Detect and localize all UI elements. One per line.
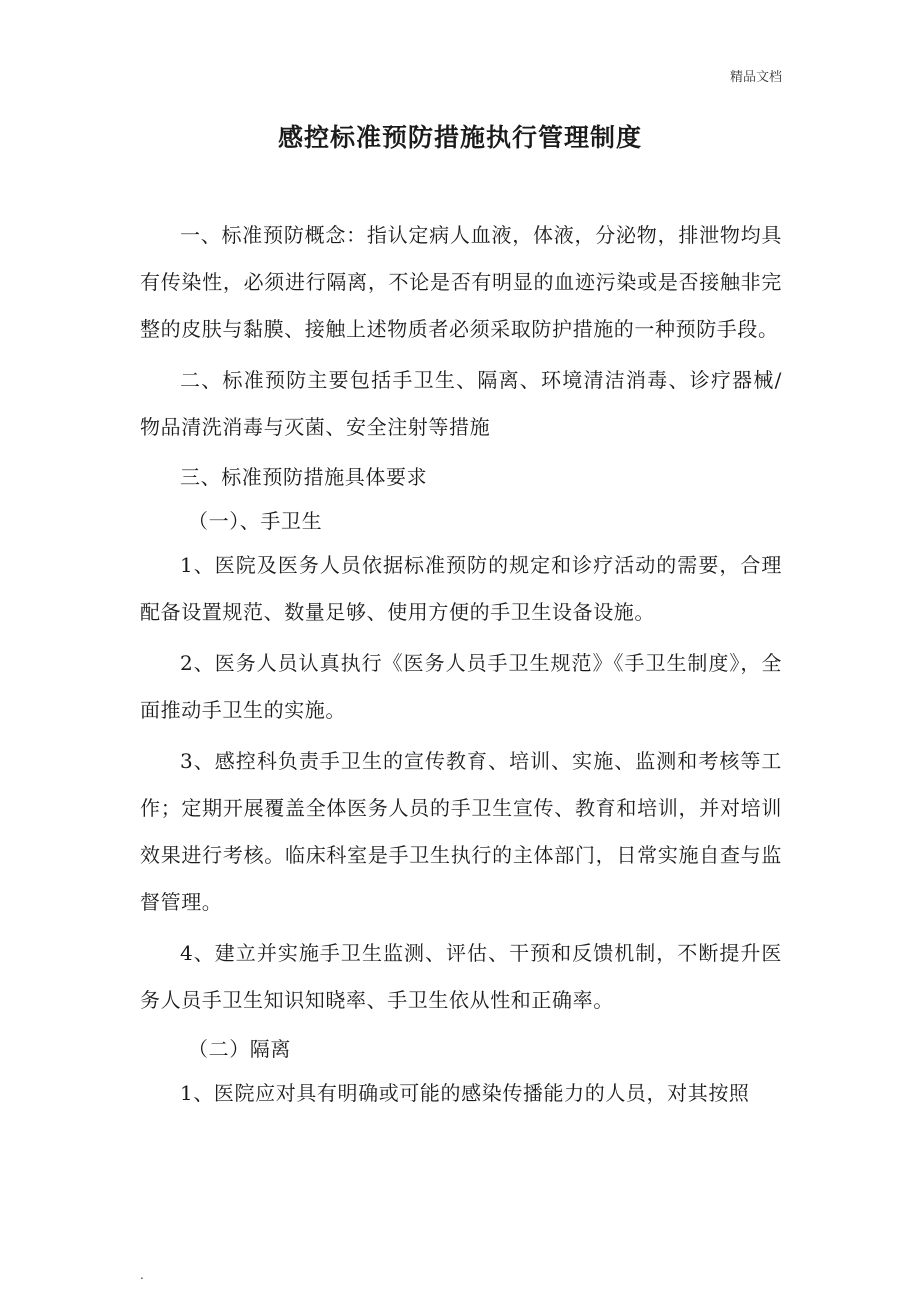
paragraph-item-1: 1、医院及医务人员依据标准预防的规定和诊疗活动的需要，合理配备设置规范、数量足够、使用方便的手卫生设备设施。 [140, 553, 782, 624]
paragraph-item-4: 4、建立并实施手卫生监测、评估、干预和反馈机制，不断提升医务人员手卫生知识知晓率、手卫生依从性和正确率。 [140, 941, 782, 1012]
paragraph-isolation-item-1: 1、医院应对具有明确或可能的感染传播能力的人员，对其按照 [180, 1081, 750, 1105]
section-isolation: （二）隔离 [188, 1037, 291, 1061]
footer-mark: . [140, 1268, 144, 1282]
paragraph-concept: 一、标准预防概念：指认定病人血液，体液，分泌物，排泄物均具有传染性，必须进行隔离，不论是否有明显的血迹污染或是否接触非完整的皮肤与黏膜、接触上述物质者必须采取防护措施的一种预防手段。 [140, 223, 782, 341]
paragraph-requirements-heading: 三、标准预防措施具体要求 [180, 465, 428, 489]
paragraph-item-2: 2、医务人员认真执行《医务人员手卫生规范》《手卫生制度》，全面推动手卫生的实施。 [140, 651, 782, 722]
document-title: 感控标准预防措施执行管理制度 [277, 123, 642, 152]
document-body [140, 212, 782, 1117]
section-hand-hygiene: （一）、手卫生 [188, 509, 323, 533]
paragraph-item-3: 3、感控科负责手卫生的宣传教育、培训、实施、监测和考核等工作；定期开展覆盖全体医务人员的手卫生宣传、教育和培训，并对培训效果进行考核。临床科室是手卫生执行的主体部门，日常实施自查与监督管理。 [140, 749, 782, 914]
paragraph-main-measures: 二、标准预防主要包括手卫生、隔离、环境清洁消毒、诊疗器械/物品清洗消毒与灭菌、安全注射等措施 [140, 368, 782, 439]
header-tag: 精品文档 [729, 70, 782, 85]
